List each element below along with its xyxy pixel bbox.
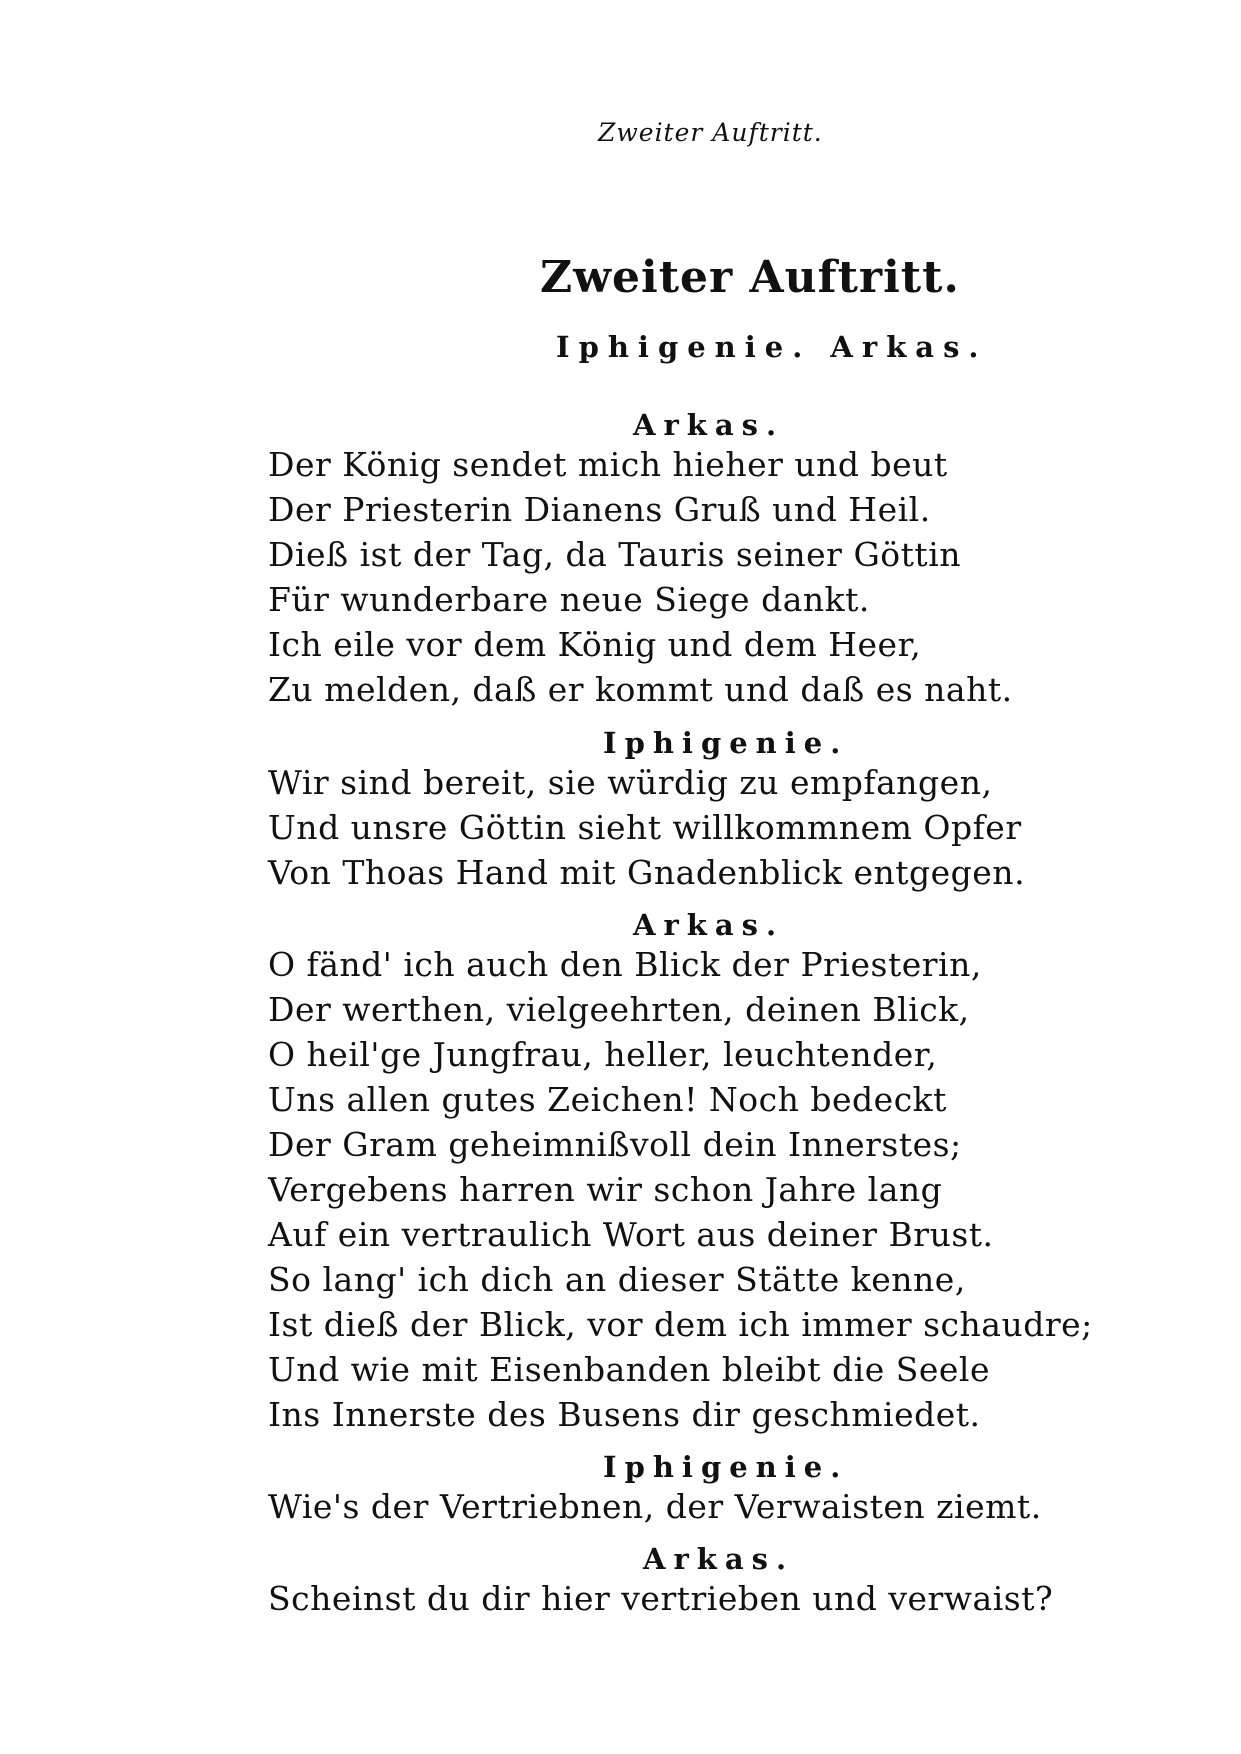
verse-line: O heil'ge Jungfrau, heller, leuchtender, xyxy=(268,1035,938,1074)
verse-line: O fänd' ich auch den Blick der Priesterin, xyxy=(268,945,982,984)
verse-line: Der König sendet mich hieher und beut xyxy=(268,445,948,484)
verse-line: Ins Innerste des Busens dir geschmiedet. xyxy=(268,1395,981,1434)
verse-line: Uns allen gutes Zeichen! Noch bedeckt xyxy=(268,1080,947,1119)
verse-line: So lang' ich dich an dieser Stätte kenne, xyxy=(268,1260,966,1299)
verse-line: Ist dieß der Blick, vor dem ich immer schaudre; xyxy=(268,1305,1093,1344)
verse-line: Dieß ist der Tag, da Tauris seiner Göttin xyxy=(268,535,962,574)
cast-list: Iphigenie. Arkas. xyxy=(556,330,988,364)
verse-line: Der werthen, vielgeehrten, deinen Blick, xyxy=(268,990,970,1029)
verse-line: Der Gram geheimnißvoll dein Innerstes; xyxy=(268,1125,962,1164)
verse-line: Scheinst du dir hier vertrieben und verwaist? xyxy=(268,1579,1054,1618)
verse-line: Und wie mit Eisenbanden bleibt die Seele xyxy=(268,1350,990,1389)
verse-line: Wir sind bereit, sie würdig zu empfangen, xyxy=(268,763,993,802)
verse-line: Ich eile vor dem König und dem Heer, xyxy=(268,625,922,664)
verse-line: Von Thoas Hand mit Gnadenblick entgegen. xyxy=(268,853,1026,892)
running-head: Zweiter Auftritt. xyxy=(598,118,823,147)
speaker-arkas: Arkas. xyxy=(633,408,785,442)
speaker-iphigenie: Iphigenie. xyxy=(603,1450,849,1484)
verse-line: Und unsre Göttin sieht willkommnem Opfer xyxy=(268,808,1022,847)
verse-line: Zu melden, daß er kommt und daß es naht. xyxy=(268,670,1013,709)
speaker-arkas: Arkas. xyxy=(643,1542,795,1576)
verse-line: Für wunderbare neue Siege dankt. xyxy=(268,580,870,619)
verse-line: Vergebens harren wir schon Jahre lang xyxy=(268,1170,943,1209)
verse-line: Der Priesterin Dianens Gruß und Heil. xyxy=(268,490,931,529)
verse-line: Wie's der Vertriebnen, der Verwaisten ziemt. xyxy=(268,1487,1042,1526)
scene-title: Zweiter Auftritt. xyxy=(540,252,960,303)
verse-line: Auf ein vertraulich Wort aus deiner Brust. xyxy=(268,1215,994,1254)
speaker-iphigenie: Iphigenie. xyxy=(603,726,849,760)
speaker-arkas: Arkas. xyxy=(633,908,785,942)
